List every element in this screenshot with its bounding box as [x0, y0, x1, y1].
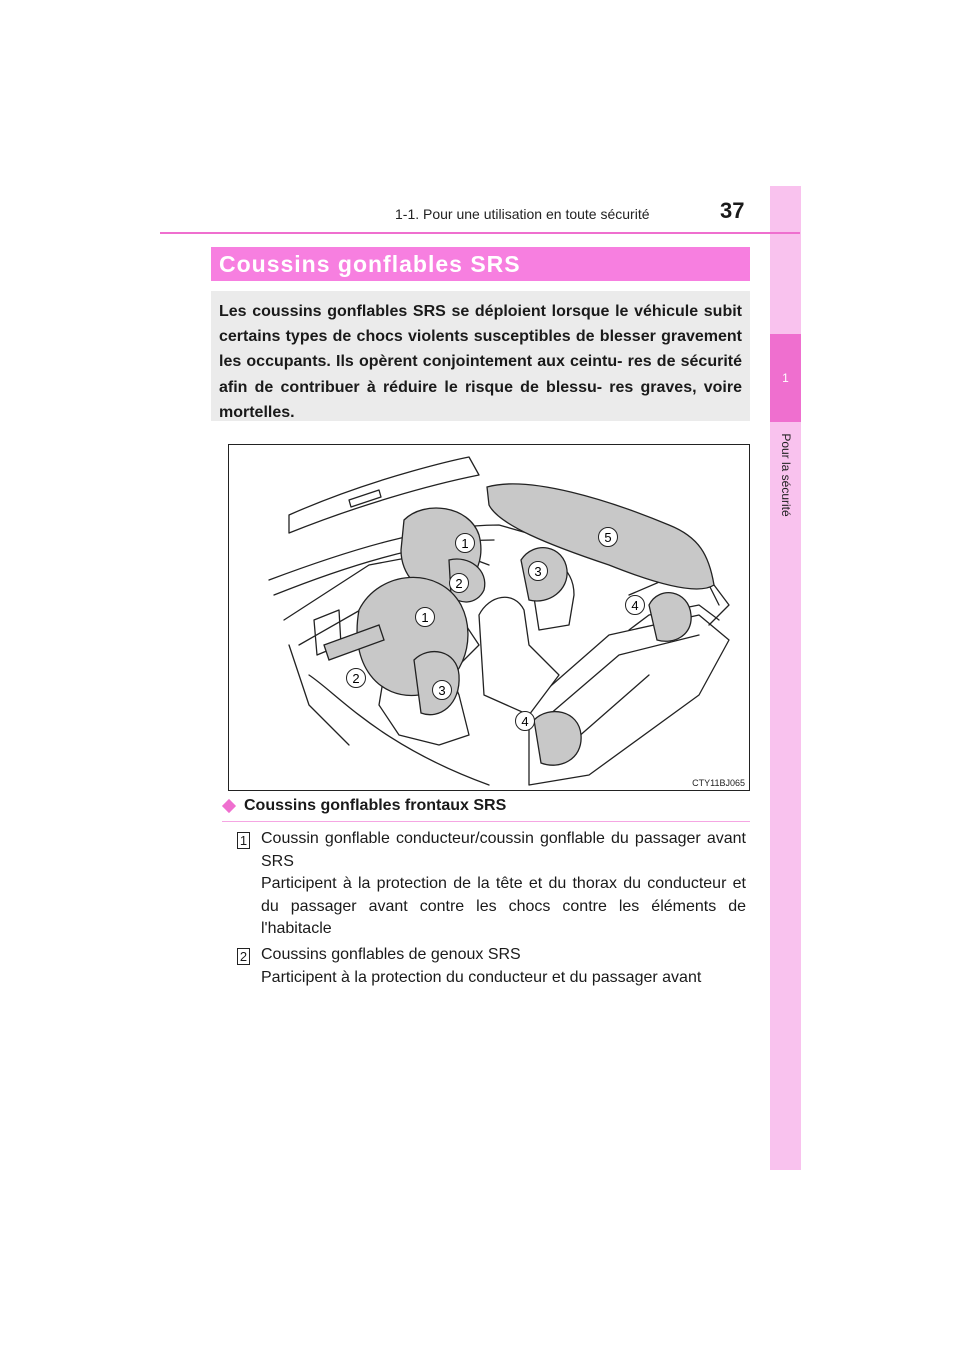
subsection-rule [222, 821, 750, 822]
svg-text:3: 3 [438, 683, 446, 698]
item-number-2: 2 [237, 948, 250, 965]
svg-text:1: 1 [461, 536, 469, 551]
page-number: 37 [720, 198, 745, 223]
callout-1-passenger [456, 534, 475, 553]
item-title: Coussins gonflables de genoux SRS [261, 946, 521, 963]
callout-2-driver-knee [347, 669, 366, 688]
svg-text:1: 1 [421, 610, 429, 625]
page-title: Coussins gonflables SRS [211, 247, 750, 281]
callout-1-driver [416, 608, 435, 627]
svg-text:4: 4 [521, 714, 529, 729]
figure-code: CTY11BJ065 [692, 778, 745, 788]
item-title: Coussin gonflable conducteur/coussin gonflable du passager avant SRS [261, 830, 746, 870]
subsection-heading [222, 797, 506, 815]
chapter-label: Pour la sécurité [779, 433, 793, 517]
list-item [261, 944, 746, 989]
car-interior-drawing [229, 445, 750, 791]
airbag-illustration [228, 444, 750, 791]
svg-text:4: 4 [631, 598, 639, 613]
list-item [261, 828, 746, 941]
callout-4-rear-right [626, 596, 645, 615]
chapter-number: 1 [770, 334, 801, 422]
callout-4-rear-left [516, 712, 535, 731]
subsection-heading-text: Coussins gonflables frontaux SRS [244, 797, 507, 814]
svg-text:2: 2 [455, 576, 463, 591]
callout-3-driver-side [433, 681, 452, 700]
callout-5-curtain [599, 528, 618, 547]
callout-3-passenger-side [529, 562, 548, 581]
svg-text:5: 5 [604, 530, 612, 545]
section-reference: 1-1. Pour une utilisation en toute sécurité [395, 206, 650, 222]
intro-summary: Les coussins gonflables SRS se déploient lorsque le véhicule subit certains types de chocs violents susceptibles de blesser gravement les occupants. Ils opèrent conjointement aux ceintu- res de sécurité afin de contribuer à réduire le risque de blessu- res graves, voire mortelles. [211, 291, 750, 421]
item-description: Participent à la protection de la tête et du thorax du conducteur et du passager avant contre les chocs contre les éléments de l'habitacle [261, 875, 746, 937]
header-rule [160, 232, 800, 234]
svg-text:2: 2 [352, 671, 360, 686]
svg-text:3: 3 [534, 564, 542, 579]
item-description: Participent à la protection du conducteur et du passager avant [261, 968, 702, 986]
item-number-1: 1 [237, 832, 250, 849]
diamond-bullet-icon [222, 799, 236, 813]
callout-2-passenger-knee [450, 574, 469, 593]
